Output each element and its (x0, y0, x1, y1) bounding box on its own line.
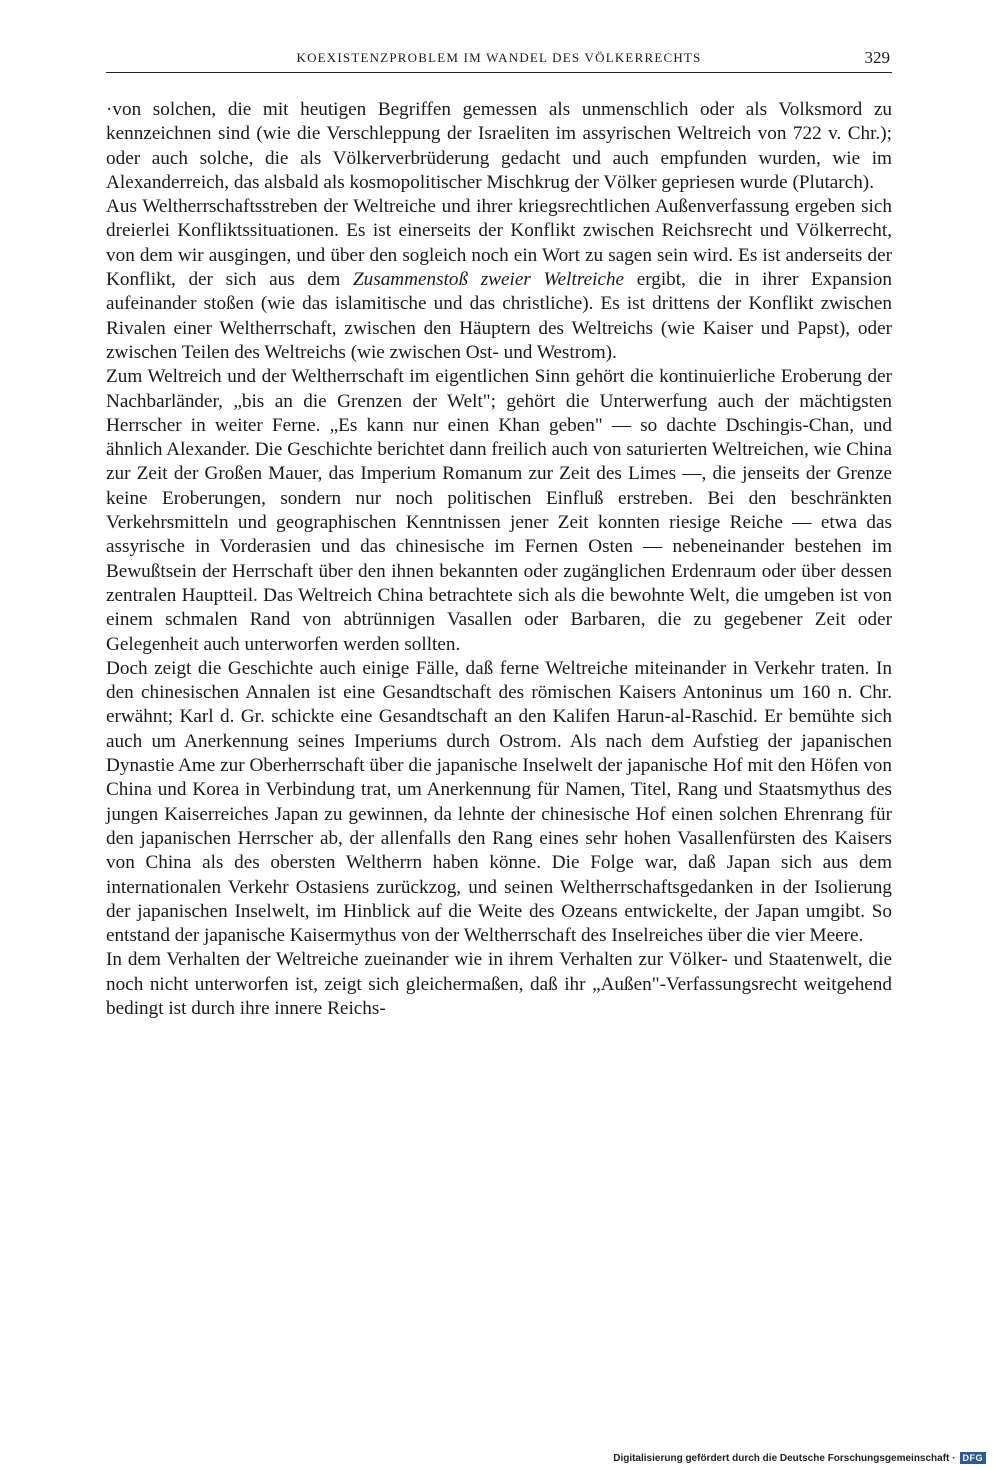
paragraph-1 (106, 98, 892, 195)
paragraph-5-text: In dem Verhalten der Weltreiche zueinander wie in ihrem Verhalten zur Völker- und Staatenwelt, die noch nicht unterworfen ist, zeigt sich gleichermaßen, daß ihr „Außen"-Verfassungsrecht weitgehend bedingt ist durch ihre innere Reichs- (106, 949, 892, 1019)
paragraph-2-text: ergibt, die in ihrer Expansion aufeinander stoßen (wie das islamitische und das christliche). Es ist drittens der Konflikt zwischen Rivalen einer Weltherrschaft, zwischen den Häuptern des Weltreichs (wie Kaiser und Papst), oder zwischen Teilen des Weltreichs (wie zwischen Ost- und Westrom). (106, 269, 892, 363)
page-header (106, 48, 892, 73)
paragraph-2-text: Zusammenstoß zweier Weltreiche (352, 269, 625, 291)
paragraph-4 (106, 657, 892, 949)
paragraph-2-text: Aus Weltherrschaftsstreben der Weltreiche und ihrer kriegsrechtlichen Außenverfassung ergeben sich dreierlei Konfliktssituationen. Es ist einerseits der Konflikt zwischen Reichsrecht und Völkerrecht, von dem wir ausgingen, und über den sogleich noch ein Wort zu sagen sein wird. Es ist anderseits der Konflikt, der sich aus dem (106, 196, 892, 291)
paragraph-3-text: Zum Weltreich und der Weltherrschaft im eigentlichen Sinn gehört die kontinuierliche Eroberung der Nachbarländer, „bis an die Grenzen der Welt"; gehört die Unterwerfung auch der mächtigsten Herrscher in weiter Ferne. „Es kann nur einen Khan geben" — so dachte Dschingis-Chan, und ähnlich Alexander. Die Geschichte berichtet dann freilich auch von saturierten Weltreichen, wie China zur Zeit der Großen Mauer, das Imperium Romanum zur Zeit des Limes —, die jenseits der Grenze keine Eroberungen, sondern nur noch politischen Einfluß erstreben. Bei den beschränkten Verkehrsmitteln und geographischen Kenntnissen jener Zeit konnten riesige Reiche — etwa das assyrische in Vorderasien und das chinesische im Fernen Osten — nebeneinander bestehen im Bewußtsein der Herrschaft über den ihnen bekannten oder zugänglichen Erdenraum oder über dessen zentralen Hauptteil. Das Weltreich China betrachtete sich als die bewohnte Welt, die umgeben ist von einem schmalen Rand von abtrünnigen Vasallen oder Barbaren, die zu gegebener Zeit oder Gelegenheit auch unterworfen werden sollten. (106, 366, 892, 655)
paragraph-2 (106, 195, 892, 365)
running-head: KOEXISTENZPROBLEM IM WANDEL DES VÖLKERRECHTS (296, 50, 702, 65)
paragraph-4-text: Doch zeigt die Geschichte auch einige Fälle, daß ferne Weltreiche miteinander in Verkehr traten. In den chinesischen Annalen ist eine Gesandtschaft des römischen Kaisers Antoninus um 160 n. Chr. erwähnt; Karl d. Gr. schickte eine Gesandtschaft an den Kalifen Harun-al-Raschid. Er bemühte sich auch um Anerkennung seines Imperiums durch Ostrom. Als nach dem Aufstieg der japanischen Dynastie Ame zur Oberherrschaft über die japanische Inselwelt der japanische Hof mit den Höfen von China und Korea in Verbindung trat, um Anerkennung für Namen, Titel, Rang und Staatsmythus des jungen Kaiserreiches Japan zu gewinnen, da lehnte der chinesische Hof einen solchen Ehrenrang für den japanischen Herrscher ab, der allenfalls den Rang eines sehr hohen Vasallenfürsten des Kaisers von China als des obersten Weltherrn haben könne. Die Folge war, daß Japan sich aus dem internationalen Verkehr Ostasiens zurückzog, und seinen Weltherrschaftsgedanken in der Isolierung der japanischen Inselwelt, im Hinblick auf die Weite des Ozeans entwickelte, der Japan umgibt. So entstand der japanische Kaisermythus von der Weltherrschaft des Inselreiches über die vier Meere. (106, 657, 892, 947)
page-number: 329 (864, 48, 890, 67)
body-text (106, 98, 892, 1021)
dfg-logo: DFG (960, 1452, 987, 1464)
paragraph-5 (106, 948, 892, 1021)
paragraph-3 (106, 365, 892, 657)
digitization-credit (613, 1452, 986, 1464)
paragraph-1-text: ·von solchen, die mit heutigen Begriffen gemessen als unmenschlich oder als Volksmord zu kennzeichnen sind (wie die Verschleppung der Israeliten im assyrischen Weltreich von 722 v. Chr.); oder auch solche, die als Völkerverbrüderung gedacht und auch empfunden wurden, wie im Alexanderreich, das alsbald als kosmopolitischer Mischkrug der Völker gepriesen wurde (Plutarch). (106, 99, 892, 193)
credit-text: Digitalisierung gefördert durch die Deutsche Forschungsgemeinschaft · (613, 1452, 956, 1464)
